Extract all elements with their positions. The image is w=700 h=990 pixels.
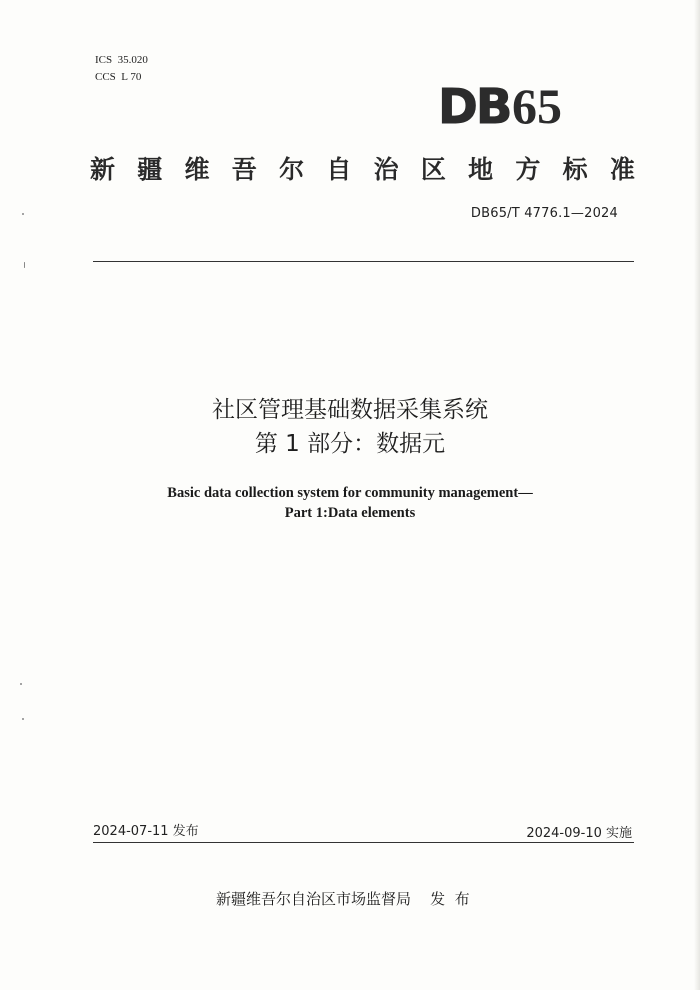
title-en-line1: Basic data collection system for community management—	[167, 485, 533, 501]
standard-code: DB65/T 4776.1—2024	[470, 206, 618, 221]
implementation-date: 2024-09-10 实施	[526, 826, 632, 841]
standard-title-char: 尔	[279, 155, 305, 184]
db-logo-prefix: DB	[438, 79, 511, 130]
standard-title-char: 治	[373, 155, 399, 184]
classification-codes	[95, 52, 148, 86]
standard-title-char: 自	[326, 155, 352, 184]
standard-title-char: 维	[184, 155, 210, 184]
page-edge-shadow	[694, 0, 700, 990]
ics-code: ICS 35.020	[95, 54, 148, 66]
standard-title-char: 疆	[137, 155, 163, 184]
standard-title-char: 新	[90, 155, 116, 184]
issue-date: 2024-07-11 发布	[93, 824, 199, 839]
standard-title-char: 准	[609, 155, 635, 184]
standard-title-char: 标	[562, 155, 588, 184]
scan-speck	[20, 683, 22, 685]
scan-speck	[24, 262, 25, 268]
scan-speck	[22, 718, 24, 720]
header-divider	[93, 261, 634, 262]
publisher-line: 新疆维吾尔自治区市场监督局 发 布	[216, 890, 470, 908]
standard-title-char: 吾	[231, 155, 257, 184]
scan-speck	[22, 213, 24, 215]
title-zh-line1: 社区管理基础数据采集系统	[212, 397, 488, 423]
standard-title-char: 地	[468, 155, 494, 184]
standard-title-char: 方	[515, 155, 541, 184]
ccs-code: CCS L 70	[95, 71, 142, 83]
title-en-line2: Part 1:Data elements	[284, 505, 416, 521]
db65-logo	[438, 78, 588, 130]
db-logo-number: 65	[512, 78, 562, 130]
standard-title	[90, 150, 635, 186]
footer-divider	[93, 842, 634, 843]
standard-title-char: 区	[420, 155, 446, 184]
title-zh-line2: 第 1 部分：数据元	[254, 431, 446, 457]
